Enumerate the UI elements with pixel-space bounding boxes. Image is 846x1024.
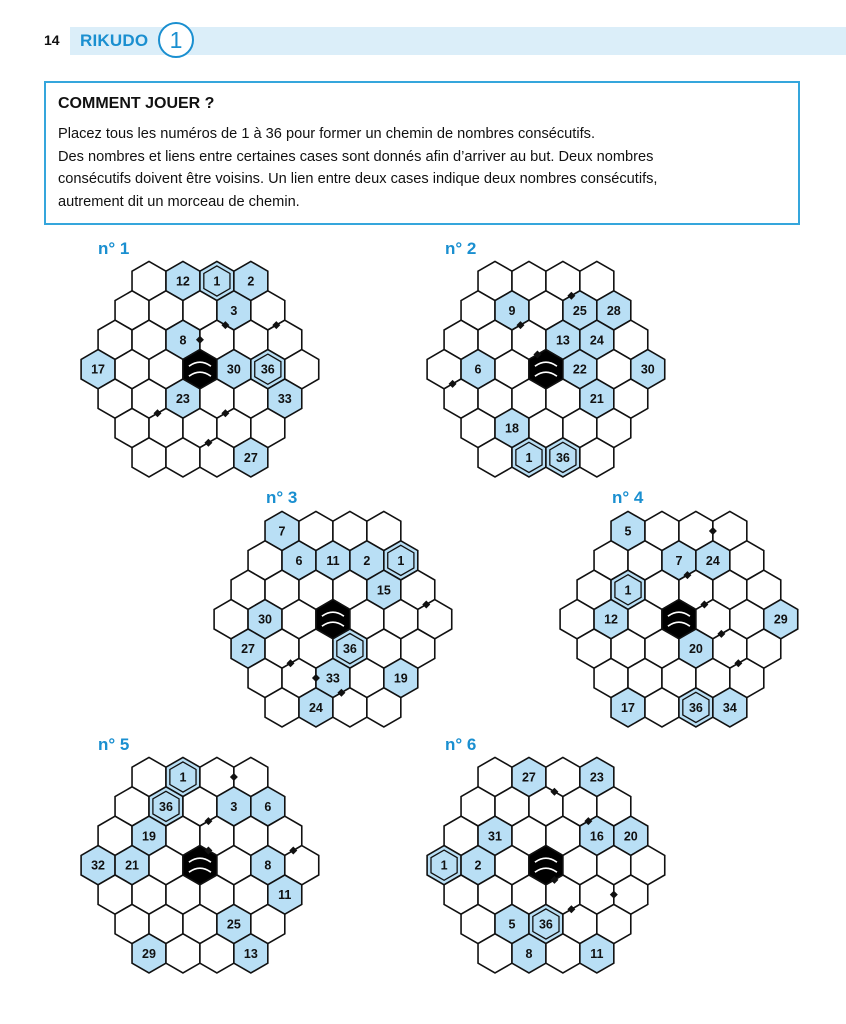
cell-number: 8: [525, 946, 533, 961]
puzzle-2: [427, 239, 665, 477]
cell-number: 36: [555, 450, 570, 465]
cell-number: 29: [773, 612, 788, 627]
cell-number: 11: [326, 553, 340, 568]
puzzle-1: [81, 239, 319, 477]
cell-number: 6: [264, 799, 272, 814]
cell-number: 3: [230, 799, 238, 814]
cell-number: 30: [226, 362, 241, 377]
puzzle-label: n° 5: [98, 735, 130, 754]
rules-line-4: autrement dit un morceau de chemin.: [58, 193, 300, 210]
puzzle-label: n° 4: [612, 488, 644, 507]
cell-number: 13: [243, 946, 258, 961]
cell-number: 2: [474, 858, 482, 873]
cell-number: 25: [226, 917, 241, 932]
cell-number: 1: [525, 450, 533, 465]
cell-number: 12: [175, 274, 190, 289]
cell-number: 5: [508, 917, 516, 932]
puzzle-6: [427, 735, 665, 973]
rules-line-3: consécutifs doivent être voisins. Un lien entre deux cases indique deux nombres consécutifs,: [58, 171, 658, 187]
cell-number: 20: [688, 642, 703, 657]
cell-number: 6: [474, 362, 482, 377]
cell-number: 19: [393, 671, 408, 686]
cell-number: 13: [555, 333, 570, 348]
cell-number: 5: [624, 524, 632, 539]
cell-number: 20: [623, 829, 638, 844]
cell-number: 7: [675, 553, 683, 568]
cell-number: 30: [258, 612, 272, 627]
cell-number: 32: [91, 858, 106, 873]
cell-number: 23: [589, 770, 604, 785]
cell-number: 24: [308, 700, 323, 715]
cell-number: 6: [295, 553, 303, 568]
cell-number: 27: [241, 642, 256, 657]
cell-number: 7: [278, 524, 286, 539]
cell-number: 28: [606, 303, 621, 318]
cell-number: 21: [589, 392, 604, 407]
cell-number: 1: [179, 770, 187, 785]
cell-number: 8: [264, 858, 272, 873]
rules-line-1: Placez tous les numéros de 1 à 36 pour former un chemin de nombres consécutifs.: [58, 126, 596, 142]
cell-number: 15: [376, 583, 391, 598]
cell-number: 17: [91, 362, 106, 377]
puzzle-label: n° 3: [266, 488, 298, 507]
puzzle-4: [560, 488, 798, 727]
cell-number: 18: [505, 421, 519, 436]
cell-number: 11: [590, 946, 604, 961]
cell-number: 36: [688, 700, 703, 715]
cell-number: 2: [363, 553, 371, 568]
cell-number: 21: [125, 858, 139, 873]
cell-number: 36: [538, 917, 553, 932]
cell-number: 23: [175, 392, 190, 407]
cell-number: 31: [488, 829, 502, 844]
cell-number: 1: [624, 583, 632, 598]
cell-number: 17: [621, 700, 635, 715]
cell-number: 22: [572, 362, 587, 377]
page-title: RIKUDO: [80, 31, 149, 50]
difficulty-level-badge: 1: [158, 22, 194, 58]
cell-number: 11: [278, 888, 292, 903]
cell-number: 12: [604, 612, 618, 627]
cell-number: 34: [722, 700, 737, 715]
cell-number: 33: [277, 392, 292, 407]
cell-number: 16: [589, 829, 604, 844]
cell-number: 30: [640, 362, 655, 377]
cell-number: 36: [342, 642, 357, 657]
cell-number: 19: [142, 829, 156, 844]
puzzle-label: n° 1: [98, 239, 130, 258]
page-number: 14: [44, 32, 60, 48]
cell-number: 36: [260, 362, 275, 377]
puzzle-5: [81, 735, 319, 973]
rules-heading: COMMENT JOUER ?: [58, 95, 215, 112]
cell-number: 25: [572, 303, 587, 318]
cell-number: 33: [325, 671, 340, 686]
puzzle-label: n° 2: [445, 239, 477, 258]
rules-line-2: Des nombres et liens entre certaines cases sont donnés afin d’arriver au but. Deux nombres: [58, 148, 654, 165]
cell-number: 36: [159, 799, 173, 814]
cell-number: 3: [230, 303, 238, 318]
cell-number: 27: [521, 770, 536, 785]
cell-number: 29: [142, 946, 156, 961]
cell-number: 2: [247, 274, 255, 289]
puzzle-label: n° 6: [445, 735, 477, 754]
cell-number: 24: [705, 553, 720, 568]
cell-number: 8: [179, 333, 187, 348]
puzzle-3: [214, 488, 452, 727]
cell-number: 1: [440, 858, 448, 873]
cell-number: 24: [589, 333, 604, 348]
cell-number: 27: [243, 450, 258, 465]
cell-number: 9: [508, 303, 516, 318]
cell-number: 1: [213, 274, 221, 289]
cell-number: 1: [397, 553, 405, 568]
